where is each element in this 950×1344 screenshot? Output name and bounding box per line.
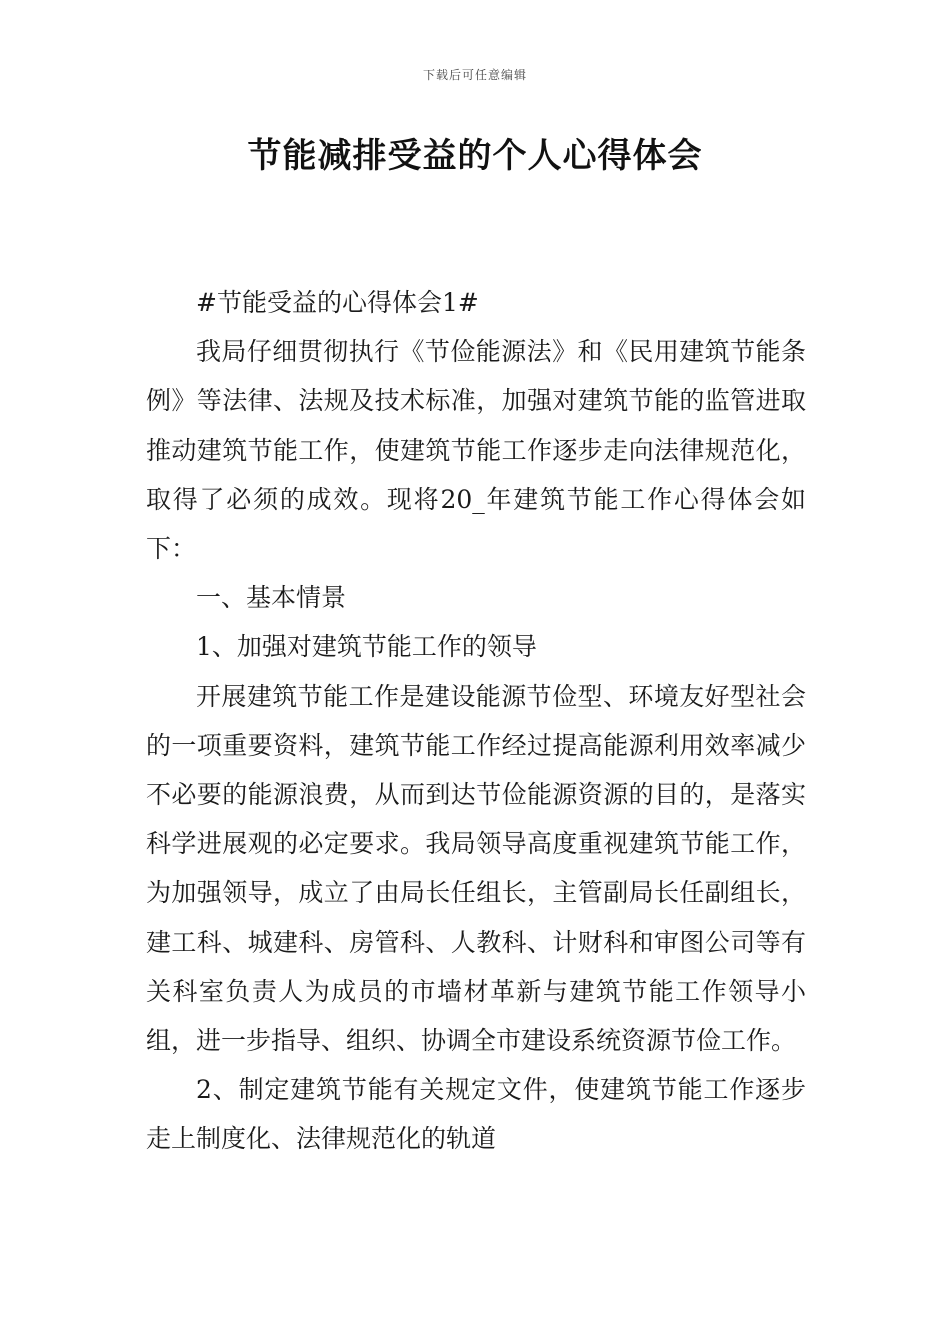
subheading-1: 1、加强对建筑节能工作的领导 — [196, 632, 537, 662]
paragraph-intro: 我局仔细贯彻执行《节俭能源法》和《民用建筑节能条例》等法律、法规及技术标准，加强对建筑节能的监管进取推动建筑节能工作，使建筑节能工作逐步走向法律规范化，取得了必须的成效。现将20_年建筑节能工作心得体会如下： — [146, 337, 806, 564]
document-body — [146, 278, 806, 1164]
header-note: 下载后可任意编辑 — [422, 68, 527, 82]
section-heading-1: #节能受益的心得体会1# — [196, 288, 479, 317]
subheading-2: 2、制定建筑节能有关规定文件，使建筑节能工作逐步走上制度化、法律规范化的轨道 — [146, 1075, 806, 1154]
document-title: 节能减排受益的个人心得体会 — [247, 136, 703, 176]
paragraph-leadership: 开展建筑节能工作是建设能源节俭型、环境友好型社会的一项重要资料，建筑节能工作经过提高能源利用效率减少不必要的能源浪费，从而到达节俭能源资源的目的，是落实科学进展观的必定要求。我局领导高度重视建筑节能工作，为加强领导，成立了由局长任组长，主管副局长任副组长，建工科、城建科、房管科、人教科、计财科和审图公司等有关科室负责人为成员的市墙材革新与建筑节能工作领导小组，进一步指导、组织、协调全市建设系统资源节俭工作。 — [146, 681, 806, 1056]
section-heading-basic-situation: 一、基本情景 — [196, 583, 347, 613]
